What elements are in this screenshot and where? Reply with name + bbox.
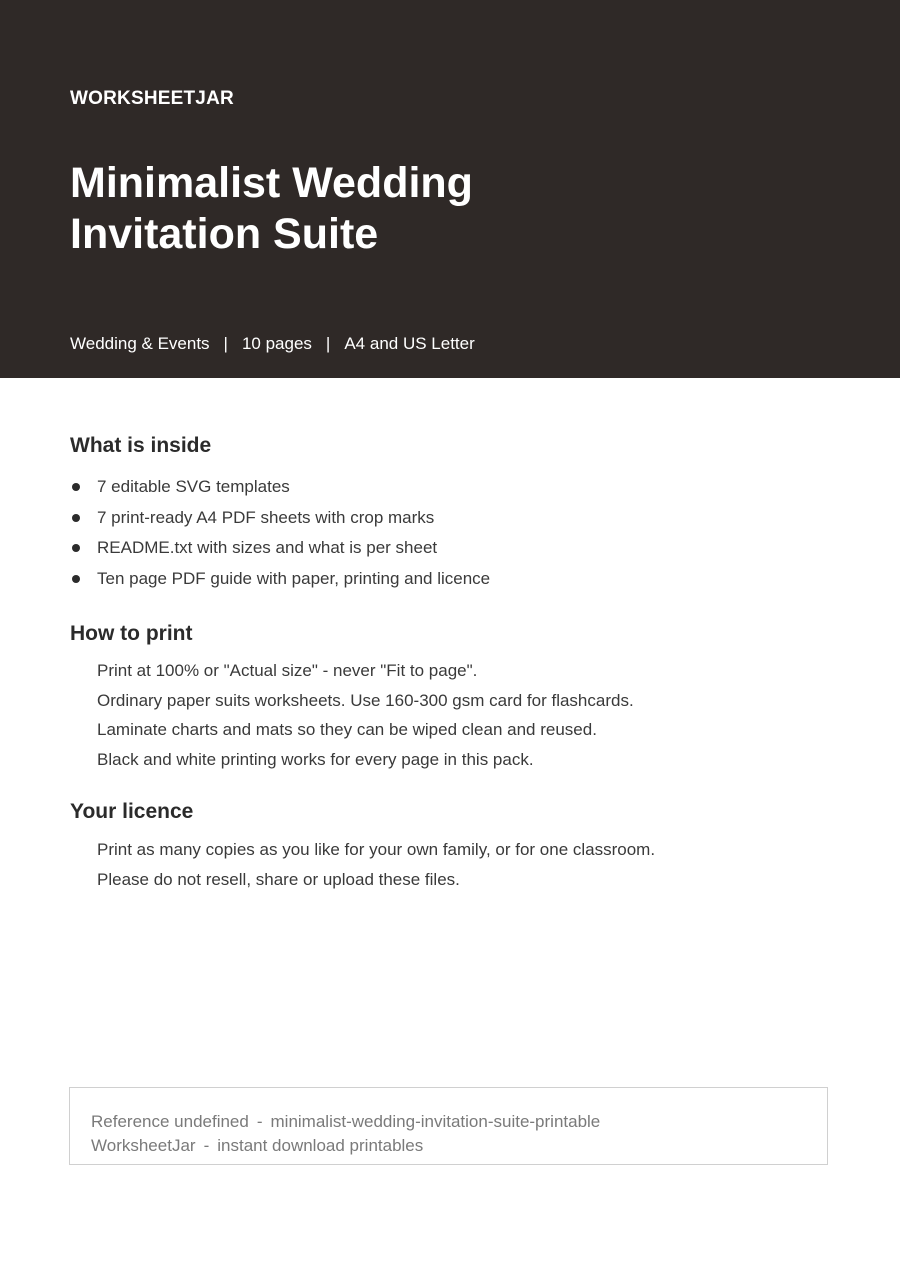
list-item xyxy=(70,536,490,567)
reference-slug: minimalist-wedding-invitation-suite-printable xyxy=(270,1112,601,1131)
print-instructions xyxy=(97,659,634,777)
brand-line xyxy=(91,1135,423,1157)
bullet-icon xyxy=(72,483,80,491)
inside-list xyxy=(70,475,490,597)
licence-text xyxy=(97,838,655,897)
page-title-line-1: Minimalist Wedding xyxy=(70,159,473,207)
meta-separator: | xyxy=(325,334,331,353)
list-item xyxy=(70,567,490,598)
meta-category: Wedding & Events xyxy=(70,334,210,353)
instruction-line: Laminate charts and mats so they can be wiped clean and reused. xyxy=(97,720,597,739)
list-item-text: README.txt with sizes and what is per sheet xyxy=(97,538,438,557)
reference-line xyxy=(91,1111,600,1133)
instruction-line: Ordinary paper suits worksheets. Use 160-300 gsm card for flashcards. xyxy=(97,690,634,710)
product-meta xyxy=(70,334,475,354)
list-item xyxy=(70,475,490,506)
licence-line: Print as many copies as you like for your own family, or for one classroom. xyxy=(97,840,656,859)
page-title xyxy=(70,158,590,260)
bullet-icon xyxy=(72,514,80,522)
footer-tagline: instant download printables xyxy=(217,1136,424,1155)
bullet-icon xyxy=(72,544,80,552)
brand-name: WORKSHEETJAR xyxy=(70,88,234,109)
meta-pages: 10 pages xyxy=(241,334,312,353)
footer-brand: WorksheetJar xyxy=(91,1136,196,1155)
instruction-line: Black and white printing works for every page in this pack. xyxy=(97,749,534,769)
section-heading-licence: Your licence xyxy=(70,800,194,823)
section-heading-print: How to print xyxy=(70,622,193,645)
list-item-text: 7 editable SVG templates xyxy=(97,477,290,496)
header-banner xyxy=(0,0,900,378)
meta-formats: A4 and US Letter xyxy=(344,334,475,353)
meta-separator: | xyxy=(223,334,228,353)
list-item-text: Ten page PDF guide with paper, printing and licence xyxy=(97,568,491,588)
bullet-icon xyxy=(72,575,80,583)
list-item xyxy=(70,506,490,537)
reference-label: Reference undefined xyxy=(91,1112,249,1131)
instruction-line: Print at 100% or "Actual size" - never "Fit to page". xyxy=(97,661,478,680)
footer-dash: - xyxy=(203,1136,210,1155)
section-heading-inside: What is inside xyxy=(70,434,212,457)
list-item-text: 7 print-ready A4 PDF sheets with crop marks xyxy=(97,507,435,527)
page-title-line-2: Invitation Suite xyxy=(70,210,379,258)
reference-footer xyxy=(69,1087,828,1165)
licence-line: Please do not resell, share or upload these files. xyxy=(97,869,460,889)
footer-dash: - xyxy=(256,1112,263,1131)
